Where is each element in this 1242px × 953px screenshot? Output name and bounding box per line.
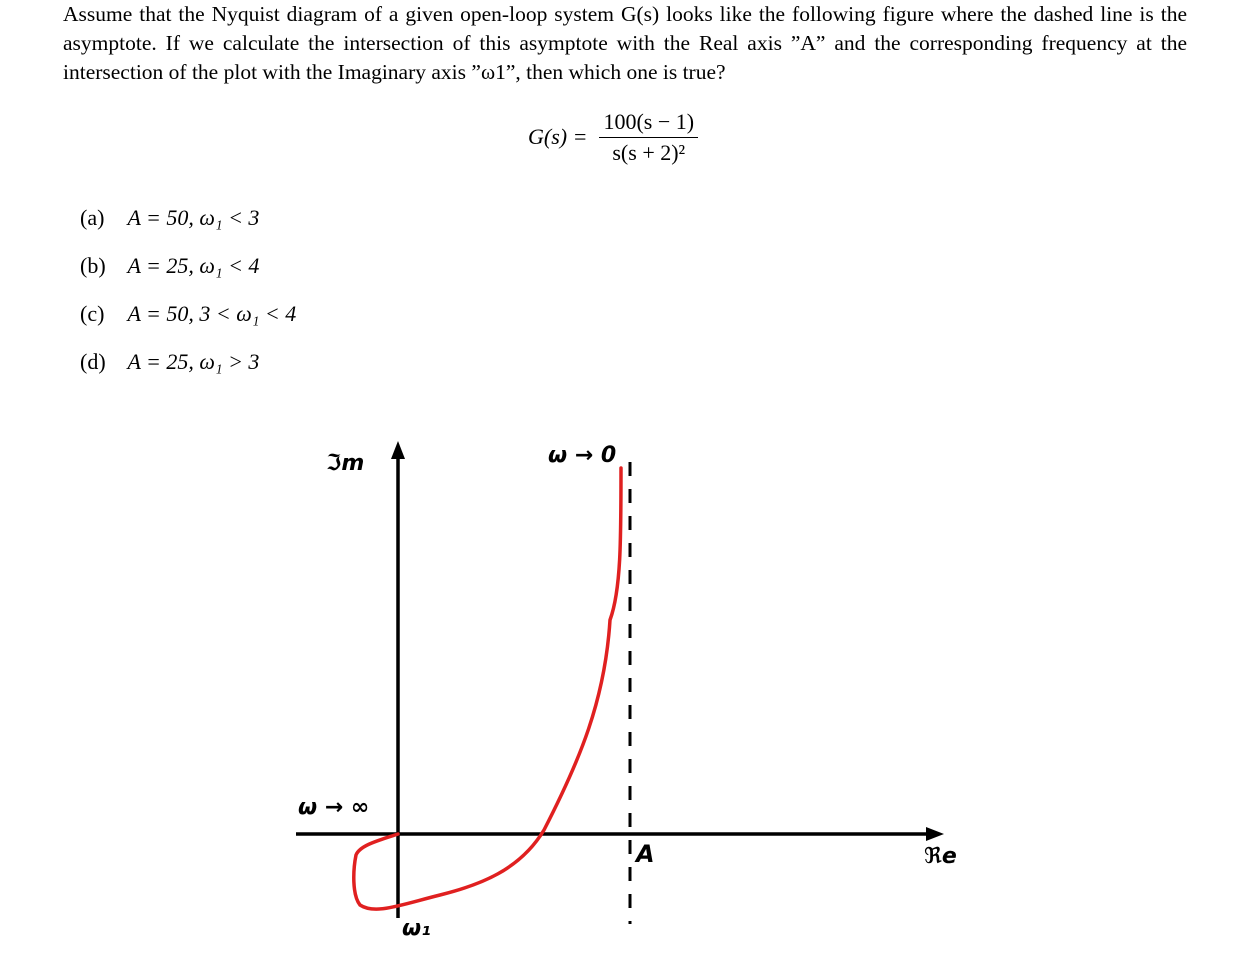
- real-axis-arrowhead: [926, 827, 944, 841]
- real-axis-label: ℜe: [924, 844, 957, 869]
- equation-denominator: s(s + 2)²: [612, 139, 686, 165]
- equation-lhs: G(s) =: [528, 124, 588, 149]
- omega1-label: ω₁: [402, 916, 431, 941]
- omega-inf-label: ω → ∞: [298, 795, 370, 820]
- option-b-label: (b): [80, 253, 106, 278]
- option-d-label: (d): [80, 349, 106, 374]
- option-c-text: A = 50, 3 < ω₁ < 4: [127, 301, 297, 326]
- option-b-text: A = 25, ω₁ < 4: [127, 253, 260, 278]
- option-d-text: A = 25, ω₁ > 3: [127, 349, 260, 374]
- omega-zero-label: ω → 0: [548, 443, 617, 468]
- equation-numerator: 100(s − 1): [599, 109, 698, 138]
- option-a-text: A = 50, ω₁ < 3: [127, 205, 260, 230]
- option-a-label: (a): [80, 205, 105, 230]
- imag-axis-arrowhead: [391, 441, 405, 459]
- asymptote-A-label: A: [636, 840, 655, 868]
- option-c-label: (c): [80, 301, 105, 326]
- question-text: Assume that the Nyquist diagram of a given open-loop system G(s) looks like the following figure where the dashed line is the asymptote. If we calculate the intersection of this asymptote with the Real axis ”A” and the corresponding frequency at the intersection of the plot with the Imaginary axis ”ω1”, then which one is true?: [63, 2, 1187, 84]
- nyquist-curve: [354, 468, 621, 909]
- imag-axis-label: ℑm: [326, 451, 365, 476]
